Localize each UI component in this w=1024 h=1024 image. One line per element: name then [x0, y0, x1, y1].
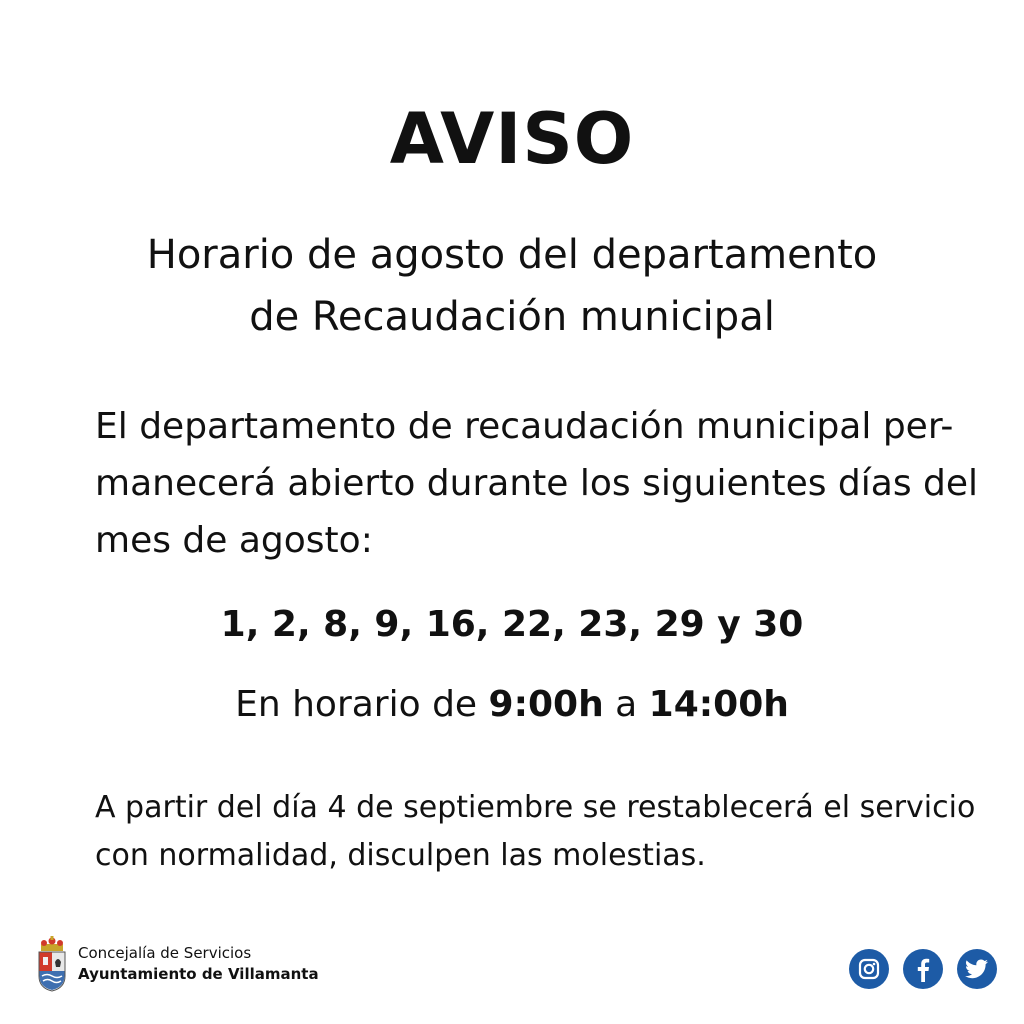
intro-line: manecerá abierto durante los siguientes días del: [95, 463, 979, 504]
hours-end: 14:00h: [648, 684, 789, 725]
subtitle-line: de Recaudación municipal: [249, 294, 775, 340]
subtitle-line: Horario de agosto del departamento: [146, 232, 878, 278]
closing-paragraph: [95, 784, 976, 880]
instagram-icon[interactable]: [849, 949, 889, 989]
intro-line: mes de agosto:: [95, 520, 373, 561]
opening-hours: [0, 684, 1024, 725]
department-name: Concejalía de Servicios: [78, 944, 252, 962]
hours-start: 9:00h: [488, 684, 604, 725]
social-links: [849, 949, 997, 989]
closing-line: A partir del día 4 de septiembre se restablecerá el servicio: [95, 790, 976, 825]
notice-subtitle: [0, 224, 1024, 348]
notice-title: AVISO: [389, 98, 635, 180]
intro-line: El departamento de recaudación municipal per-: [95, 406, 954, 447]
open-days: 1, 2, 8, 9, 16, 22, 23, 29 y 30: [220, 604, 804, 645]
hours-connector: a: [615, 684, 638, 725]
hours-prefix: En horario de: [235, 684, 478, 725]
facebook-icon[interactable]: [903, 949, 943, 989]
organization-name: Ayuntamiento de Villamanta: [78, 965, 319, 983]
twitter-icon[interactable]: [957, 949, 997, 989]
footer-branding: [36, 934, 319, 994]
coat-of-arms-icon: [36, 936, 68, 992]
intro-paragraph: [95, 398, 979, 569]
closing-line: con normalidad, disculpen las molestias.: [95, 838, 706, 873]
footer-text: [78, 943, 319, 985]
